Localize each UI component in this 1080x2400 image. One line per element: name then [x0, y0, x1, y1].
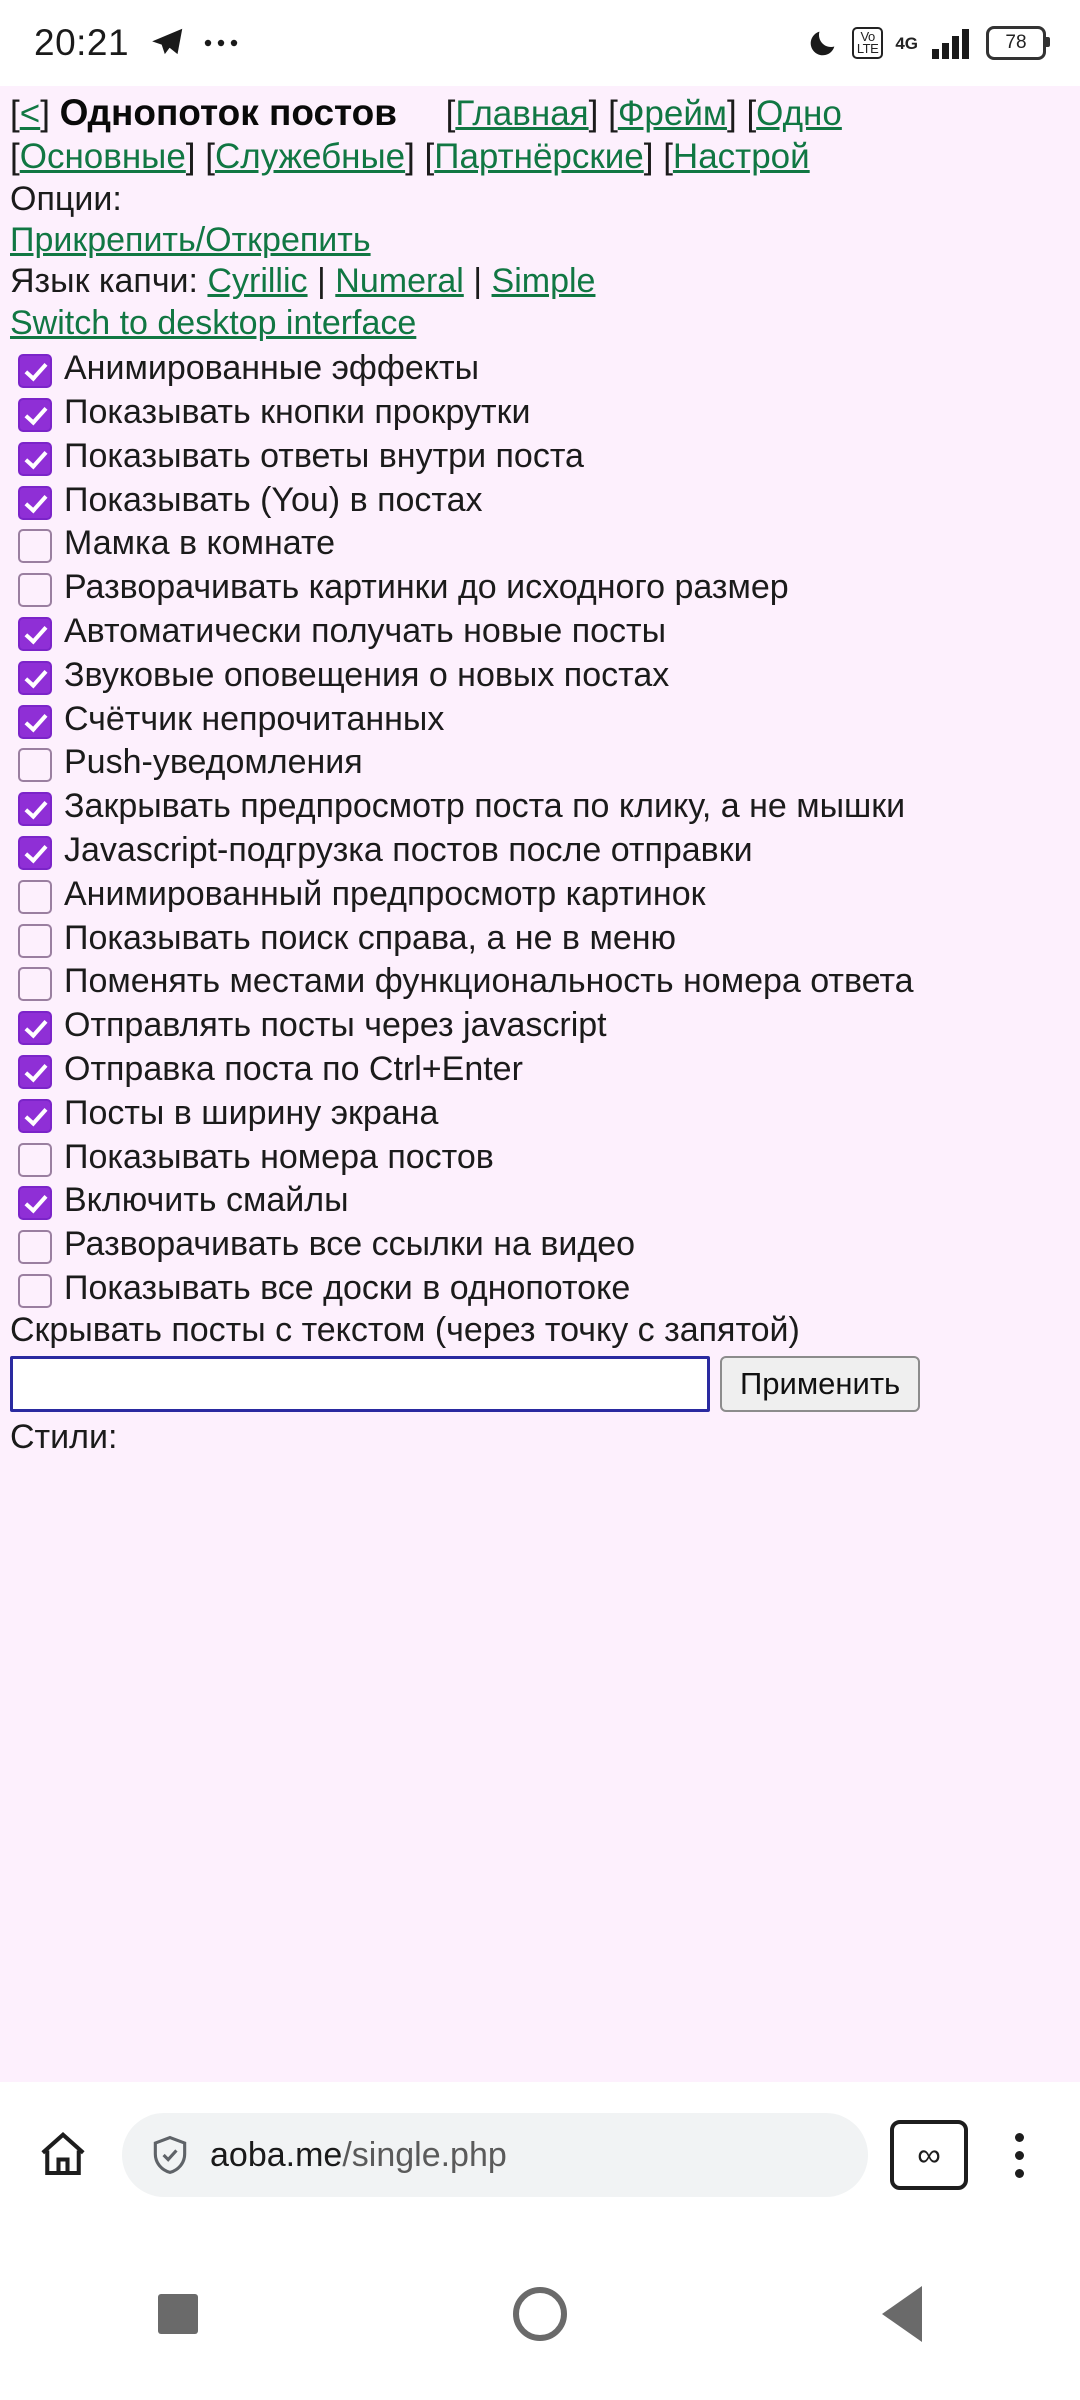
- checkbox-21[interactable]: [18, 1274, 52, 1308]
- pin-link-row[interactable]: [10, 221, 1070, 260]
- option-label-15: Отправлять посты через javascript: [64, 1006, 607, 1045]
- kebab-dot-1: [1015, 2133, 1024, 2142]
- option-row-13[interactable]: [10, 915, 1070, 959]
- checkbox-8[interactable]: [18, 705, 52, 739]
- kebab-dot-3: [1015, 2169, 1024, 2178]
- option-row-3[interactable]: [10, 477, 1070, 521]
- checkbox-20[interactable]: [18, 1230, 52, 1264]
- captcha-lang-cyrillic[interactable]: Cyrillic: [207, 262, 308, 301]
- option-label-11: Javascript-подгрузка постов после отправки: [64, 831, 753, 870]
- checkbox-0[interactable]: [18, 354, 52, 388]
- switch-desktop-link[interactable]: Switch to desktop interface: [10, 303, 417, 342]
- checkbox-10[interactable]: [18, 792, 52, 826]
- checkbox-11[interactable]: [18, 836, 52, 870]
- option-row-16[interactable]: [10, 1046, 1070, 1090]
- option-row-21[interactable]: [10, 1265, 1070, 1309]
- option-label-20: Разворачивать все ссылки на видео: [64, 1225, 636, 1264]
- kebab-menu-icon[interactable]: [984, 2133, 1054, 2178]
- option-row-18[interactable]: [10, 1134, 1070, 1178]
- checkbox-6[interactable]: [18, 617, 52, 651]
- url-host: aoba.me: [210, 2135, 343, 2174]
- moon-icon: [806, 26, 840, 60]
- option-row-17[interactable]: [10, 1090, 1070, 1134]
- captcha-language-label: Язык капчи:: [10, 262, 198, 301]
- battery-indicator: [986, 26, 1046, 60]
- checkbox-5[interactable]: [18, 573, 52, 607]
- hide-posts-input[interactable]: [10, 1356, 710, 1412]
- option-row-6[interactable]: [10, 608, 1070, 652]
- option-label-18: Показывать номера постов: [64, 1137, 494, 1176]
- back-link[interactable]: <: [19, 94, 41, 133]
- option-label-17: Посты в ширину экрана: [64, 1093, 439, 1132]
- section-partner-wrapper[interactable]: [Партнёрские]: [424, 136, 654, 176]
- option-label-7: Звуковые оповещения о новых постах: [64, 655, 670, 694]
- checkbox-19[interactable]: [18, 1186, 52, 1220]
- option-label-8: Счётчик непрочитанных: [64, 699, 445, 738]
- volte-sub: LTE: [856, 41, 879, 56]
- back-triangle-icon[interactable]: [882, 2286, 922, 2342]
- status-bar: [0, 0, 1080, 86]
- page-header-nav: [10, 92, 1070, 135]
- checkbox-9[interactable]: [18, 748, 52, 782]
- styles-links-cutoff: [10, 1462, 1070, 1480]
- status-left-icons: [149, 24, 239, 62]
- pin-unpin-link[interactable]: Прикрепить/Открепить: [10, 220, 371, 259]
- option-row-12[interactable]: [10, 871, 1070, 915]
- option-label-5: Разворачивать картинки до исходного размер: [64, 568, 789, 607]
- battery-level: 78: [1005, 32, 1027, 53]
- nav-link-home[interactable]: Главная: [455, 94, 589, 133]
- option-row-0[interactable]: [10, 345, 1070, 389]
- option-row-20[interactable]: [10, 1221, 1070, 1265]
- option-label-19: Включить смайлы: [64, 1181, 349, 1220]
- section-link-settings[interactable]: Настрой: [672, 136, 810, 176]
- option-row-5[interactable]: [10, 564, 1070, 608]
- back-link-wrapper[interactable]: [<]: [10, 94, 50, 133]
- apply-button[interactable]: Применить: [720, 1356, 920, 1412]
- options-heading: Опции:: [10, 179, 122, 218]
- option-label-2: Показывать ответы внутри поста: [64, 436, 584, 475]
- captcha-language-row: [10, 262, 1070, 301]
- option-label-21: Показывать все доски в однопотоке: [64, 1268, 631, 1307]
- page-title: Однопоток постов: [59, 92, 398, 133]
- styles-label: Стили:: [10, 1418, 118, 1457]
- tab-switcher-button[interactable]: ∞: [890, 2120, 968, 2190]
- nav-home-wrapper[interactable]: [Главная]: [445, 94, 599, 133]
- captcha-lang-numeral[interactable]: Numeral: [335, 262, 464, 301]
- option-row-8[interactable]: [10, 696, 1070, 740]
- option-row-19[interactable]: [10, 1177, 1070, 1221]
- hide-posts-row: [10, 1356, 1070, 1412]
- desktop-link-row[interactable]: [10, 304, 1070, 343]
- more-dots-icon: [203, 37, 239, 49]
- home-icon[interactable]: [26, 2118, 100, 2192]
- checkbox-18[interactable]: [18, 1143, 52, 1177]
- captcha-lang-simple[interactable]: Simple: [491, 262, 596, 301]
- checkbox-1[interactable]: [18, 398, 52, 432]
- captcha-sep-1: |: [317, 262, 326, 301]
- network-type-label: 4G: [895, 33, 918, 53]
- option-label-16: Отправка поста по Ctrl+Enter: [64, 1050, 523, 1088]
- system-navigation-bar: [0, 2228, 1080, 2400]
- option-row-14[interactable]: [10, 958, 1070, 1002]
- checkbox-3[interactable]: [18, 486, 52, 520]
- checkbox-13[interactable]: [18, 924, 52, 958]
- checkbox-14[interactable]: [18, 967, 52, 1001]
- checkbox-12[interactable]: [18, 880, 52, 914]
- web-page-content: [0, 86, 1080, 2082]
- status-right-icons: [806, 26, 1046, 60]
- captcha-sep-2: |: [473, 262, 483, 301]
- option-label-13: Показывать поиск справа, а не в меню: [64, 918, 676, 957]
- signal-icon: [930, 27, 974, 59]
- option-label-12: Анимированный предпросмотр картинок: [64, 874, 706, 913]
- checkbox-7[interactable]: [18, 661, 52, 695]
- browser-toolbar: [0, 2082, 1080, 2228]
- option-label-3: Показывать (You) в постах: [64, 480, 483, 519]
- option-row-7[interactable]: [10, 652, 1070, 696]
- url-bar[interactable]: [122, 2113, 868, 2197]
- volte-icon: [852, 27, 883, 59]
- option-row-15[interactable]: [10, 1002, 1070, 1046]
- section-service-wrapper[interactable]: [Служебные]: [205, 136, 415, 176]
- section-link-main[interactable]: Основные: [19, 136, 186, 176]
- option-row-11[interactable]: [10, 827, 1070, 871]
- nav-link-frame[interactable]: Фрейм: [617, 94, 727, 133]
- option-row-1[interactable]: [10, 389, 1070, 433]
- checkbox-16[interactable]: [18, 1055, 52, 1089]
- page-section-nav: [10, 137, 1070, 178]
- nav-frame-wrapper[interactable]: [Фрейм]: [608, 94, 737, 133]
- option-row-10[interactable]: [10, 783, 1070, 827]
- url-path: /single.php: [342, 2135, 507, 2174]
- option-label-1: Показывать кнопки прокрутки: [64, 393, 531, 432]
- section-main-wrapper[interactable]: [Основные]: [10, 136, 196, 176]
- option-label-6: Автоматически получать новые посты: [64, 612, 667, 651]
- option-row-9[interactable]: [10, 739, 1070, 783]
- checkbox-4[interactable]: [18, 529, 52, 563]
- option-row-4[interactable]: [10, 520, 1070, 564]
- hide-posts-label: Скрывать посты с текстом (через точку с запятой): [10, 1310, 800, 1349]
- checkbox-2[interactable]: [18, 442, 52, 476]
- kebab-dot-2: [1015, 2151, 1024, 2160]
- checkbox-17[interactable]: [18, 1099, 52, 1133]
- section-link-service[interactable]: Служебные: [215, 136, 406, 176]
- option-label-9: Push-уведомления: [64, 743, 363, 782]
- option-label-10: Закрывать предпросмотр поста по клику, а не мышки: [64, 787, 906, 826]
- option-row-2[interactable]: [10, 433, 1070, 477]
- shield-check-icon: [148, 2133, 192, 2177]
- volte-label: Vo: [860, 29, 875, 44]
- option-label-4: Мамка в комнате: [64, 524, 336, 563]
- home-circle-icon[interactable]: [513, 2287, 567, 2341]
- section-settings-wrapper[interactable]: [Настрой: [663, 136, 810, 176]
- nav-single-wrapper[interactable]: [Одно: [746, 94, 842, 133]
- option-label-14: Поменять местами функциональность номера ответа: [64, 962, 914, 1001]
- status-time: 20:21: [34, 22, 130, 63]
- url-text: [210, 2136, 507, 2175]
- checkbox-15[interactable]: [18, 1011, 52, 1045]
- telegram-icon: [149, 24, 187, 62]
- nav-link-single[interactable]: Одно: [756, 94, 842, 133]
- recents-square-icon[interactable]: [158, 2294, 198, 2334]
- option-label-0: Анимированные эффекты: [64, 349, 480, 388]
- section-link-partner[interactable]: Партнёрские: [434, 136, 644, 176]
